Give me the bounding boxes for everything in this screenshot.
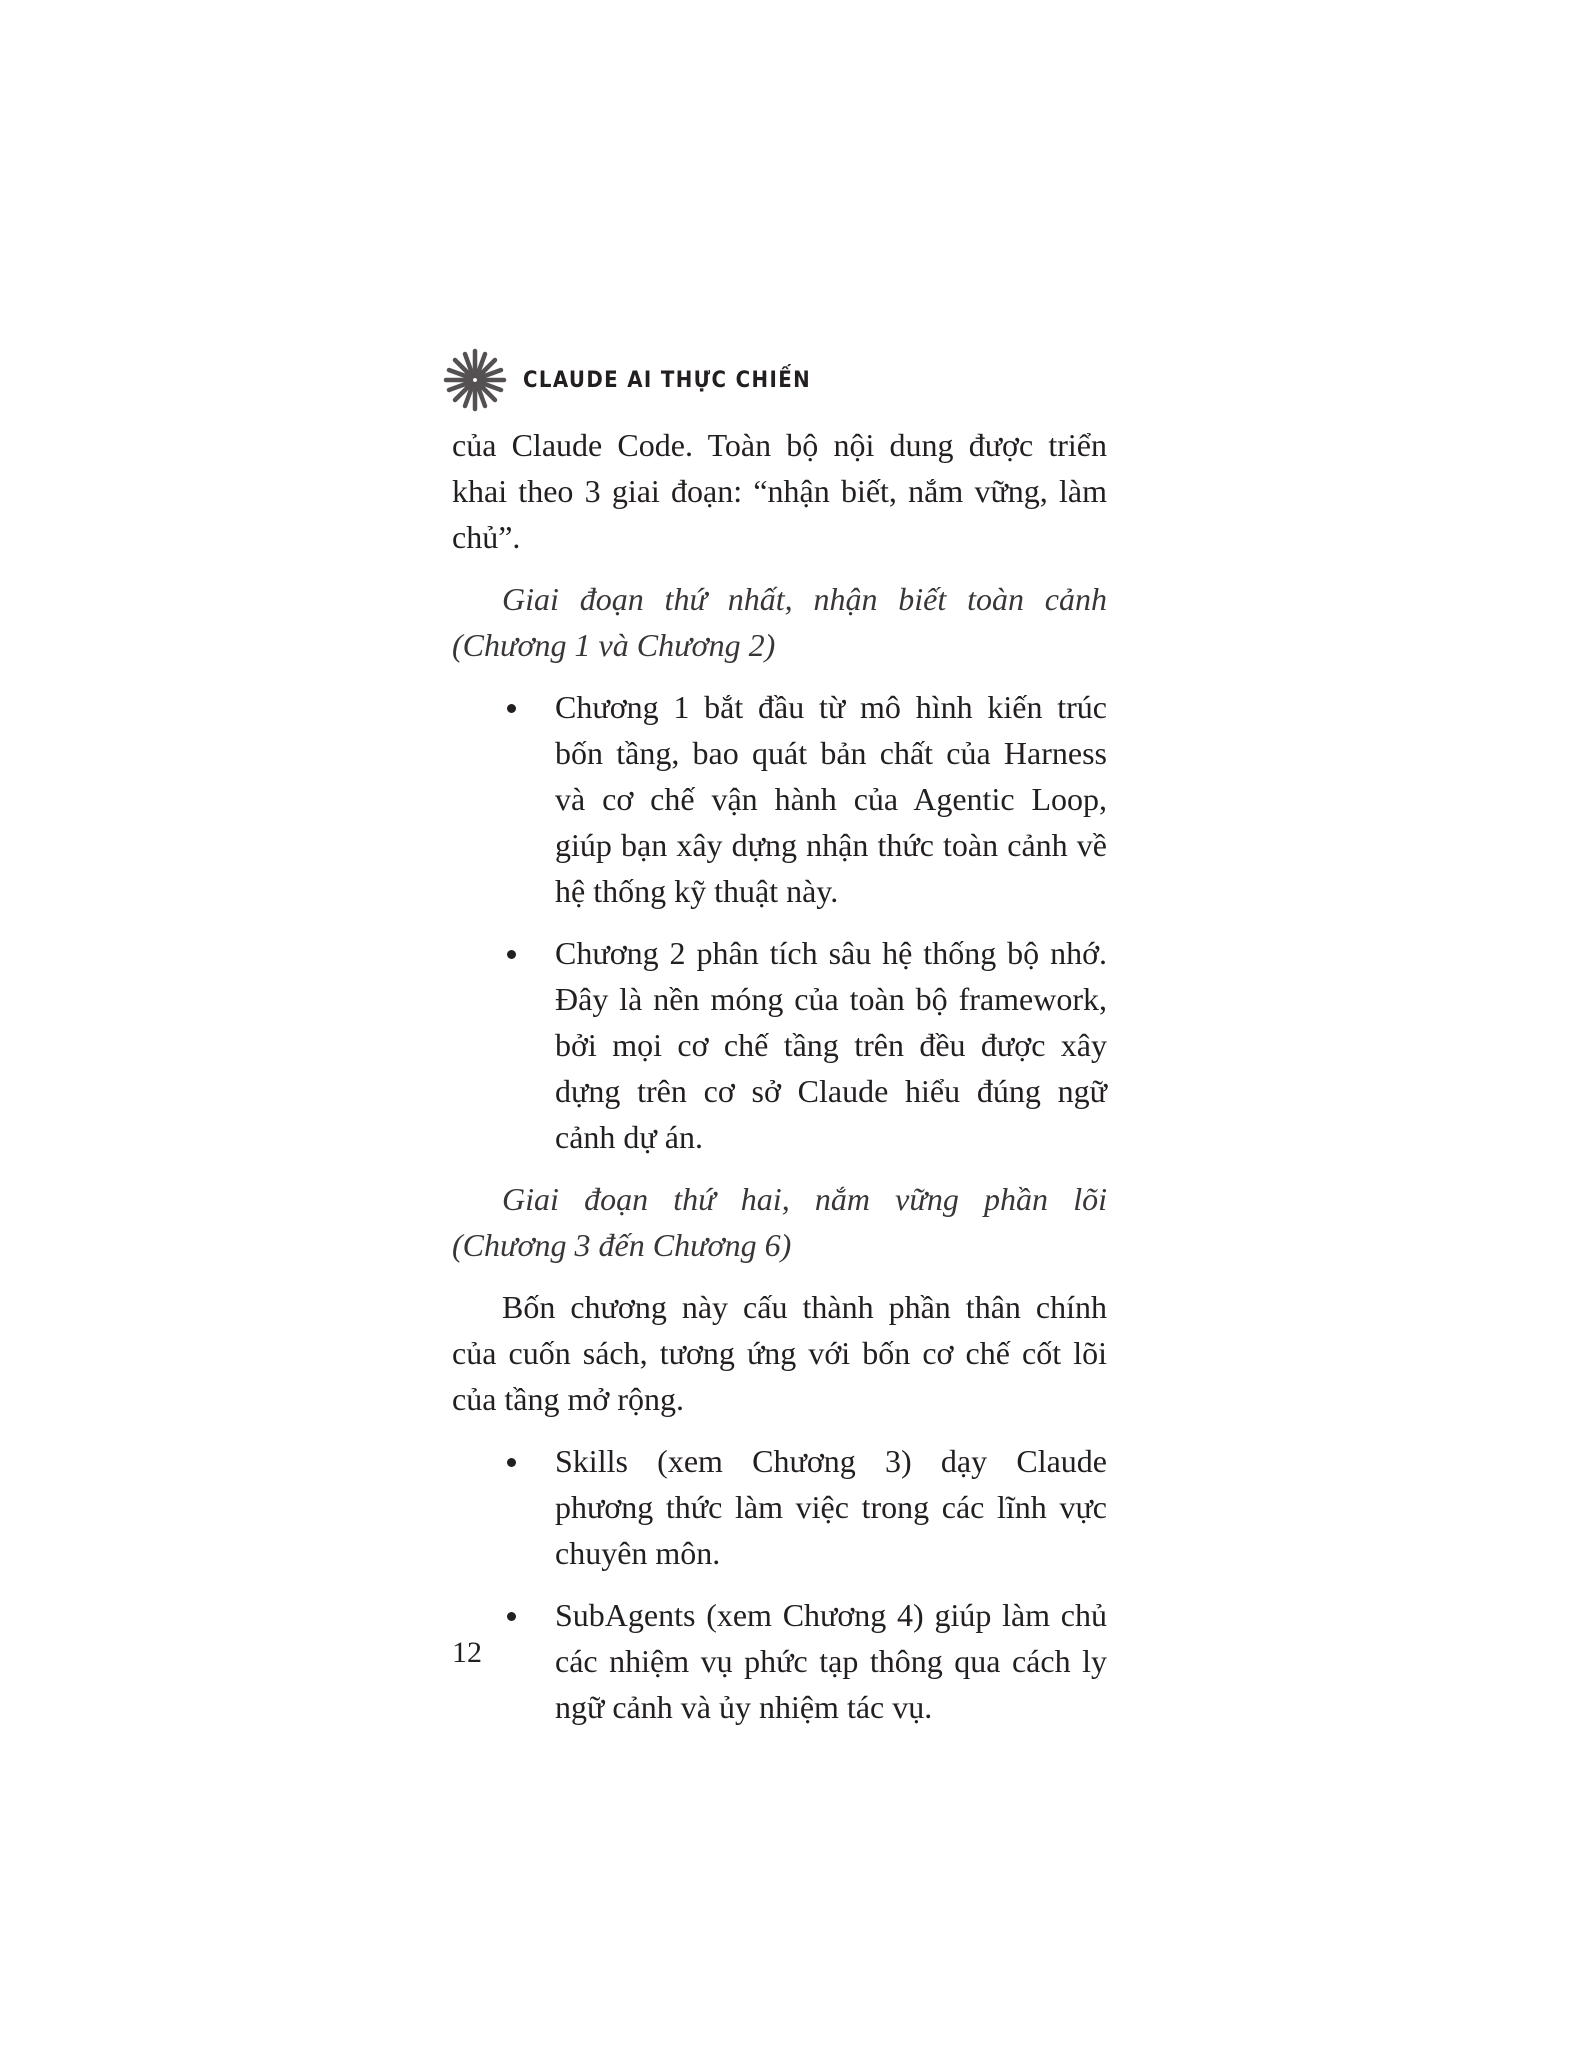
paragraph-intro: của Claude Code. Toàn bộ nội dung được triển khai theo 3 giai đoạn: “nhận biết, nắm vững, làm chủ”. xyxy=(452,427,1107,555)
page-number: 12 xyxy=(452,1636,482,1669)
list-item xyxy=(452,1438,1107,1576)
stage2-bullet-list xyxy=(452,1438,1107,1730)
starburst-icon xyxy=(443,348,507,412)
bullet-icon xyxy=(507,950,516,959)
list-item-text: SubAgents (xem Chương 4) giúp làm chủ các nhiệm vụ phức tạp thông qua cách ly ngữ cảnh và ủy nhiệm tác vụ. xyxy=(555,1597,1107,1725)
list-item-text: Skills (xem Chương 3) dạy Claude phương thức làm việc trong các lĩnh vực chuyên môn. xyxy=(555,1443,1107,1571)
bullet-icon xyxy=(507,1458,516,1467)
list-item-text: Chương 2 phân tích sâu hệ thống bộ nhớ. Đây là nền móng của toàn bộ framework, bởi mọi cơ chế tầng trên đều được xây dựng trên cơ sở Claude hiểu đúng ngữ cảnh dự án. xyxy=(555,935,1107,1155)
stage2-heading: Giai đoạn thứ hai, nắm vững phần lõi (Chương 3 đến Chương 6) xyxy=(452,1181,1107,1263)
stage1-bullet-list xyxy=(452,684,1107,1160)
running-header xyxy=(443,340,843,420)
bullet-icon xyxy=(507,704,516,713)
list-item xyxy=(452,684,1107,914)
bullet-icon xyxy=(507,1612,516,1621)
stage1-heading: Giai đoạn thứ nhất, nhận biết toàn cảnh (Chương 1 và Chương 2) xyxy=(452,581,1107,663)
list-item xyxy=(452,1592,1107,1730)
page-body xyxy=(452,422,1107,1730)
list-item-text: Chương 1 bắt đầu từ mô hình kiến trúc bốn tầng, bao quát bản chất của Harness và cơ chế vận hành của Agentic Loop, giúp bạn xây dựng nhận thức toàn cảnh về hệ thống kỹ thuật này. xyxy=(555,689,1107,909)
list-item xyxy=(452,930,1107,1160)
running-head-title: CLAUDE AI THỰC CHIẾN xyxy=(523,367,811,393)
paragraph-core: Bốn chương này cấu thành phần thân chính của cuốn sách, tương ứng với bốn cơ chế cốt lõi của tầng mở rộng. xyxy=(452,1289,1107,1417)
